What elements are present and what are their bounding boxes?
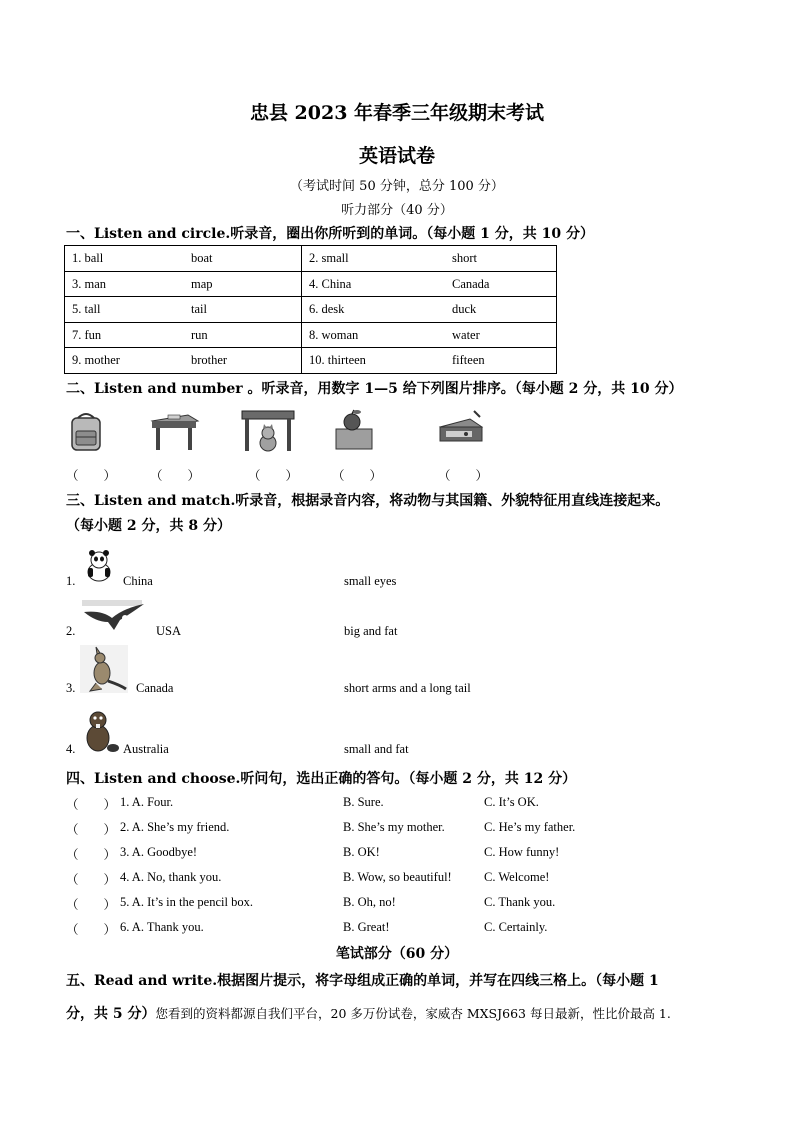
word-cell: [65, 271, 302, 297]
option-a[interactable]: 2. A. She’s my friend.: [120, 820, 230, 834]
word-option[interactable]: fifteen: [452, 353, 485, 367]
order-blank[interactable]: （ ）: [332, 468, 383, 483]
word-option[interactable]: 1. ball: [72, 251, 104, 265]
match-country: Australia: [123, 742, 169, 756]
word-table-row: [65, 322, 557, 348]
word-option[interactable]: 5. tall: [72, 302, 101, 316]
option-c[interactable]: C. Certainly.: [484, 920, 548, 934]
order-blank[interactable]: （ ）: [248, 468, 299, 483]
match-num: 4.: [66, 742, 76, 756]
word-cell: [302, 246, 557, 272]
word-table-row: [65, 246, 557, 272]
exam-title: 忠县 2023 年春季三年级期末考试: [249, 102, 545, 124]
pencil-box-icon: [436, 407, 486, 451]
answer-blank[interactable]: （ ）: [66, 923, 117, 937]
answer-blank[interactable]: （ ）: [66, 898, 117, 912]
word-option[interactable]: map: [191, 276, 213, 291]
word-option[interactable]: 8. woman: [309, 327, 359, 342]
section5-score: 分，共 5 分）: [66, 1006, 156, 1022]
section4-heading: 四、Listen and choose.听问句，选出正确的答句。（每小题 2 分，共 12 分）: [66, 771, 577, 787]
subject-title: 英语试卷: [358, 145, 435, 167]
word-cell: [302, 297, 557, 323]
kangaroo-icon: [80, 645, 128, 693]
word-option[interactable]: 6. desk: [309, 302, 345, 316]
word-option[interactable]: boat: [191, 251, 213, 265]
match-num: 3.: [66, 681, 76, 695]
word-option[interactable]: Canada: [452, 276, 490, 291]
word-cell: [302, 322, 557, 348]
match-feature: small and fat: [344, 742, 409, 756]
schoolbag-icon: [64, 409, 108, 453]
match-feature: short arms and a long tail: [344, 681, 471, 695]
order-blank[interactable]: （ ）: [66, 468, 117, 483]
match-country: USA: [156, 624, 182, 638]
option-c[interactable]: C. He’s my father.: [484, 820, 576, 834]
exam-info: （考试时间 50 分钟，总分 100 分）: [290, 179, 504, 194]
word-table: [64, 245, 557, 374]
panda-icon: [82, 548, 116, 582]
section5-note: 您看到的资料都源自我们平台，20 多万份试卷，家威杏 MXSJ663 每日最新，性比价最高 1.: [155, 1006, 671, 1021]
option-a[interactable]: 3. A. Goodbye!: [120, 845, 198, 859]
option-c[interactable]: C. Welcome!: [484, 870, 550, 884]
option-a[interactable]: 5. A. It’s in the pencil box.: [120, 895, 253, 909]
word-cell: [302, 271, 557, 297]
desk-icon: [148, 409, 200, 453]
word-option[interactable]: duck: [452, 302, 477, 316]
match-num: 1.: [66, 574, 76, 588]
word-cell: [302, 348, 557, 374]
apple-on-box-icon: [332, 409, 376, 451]
option-a[interactable]: 4. A. No, thank you.: [120, 870, 222, 884]
option-b[interactable]: B. She’s my mother.: [343, 820, 445, 834]
word-cell: [65, 297, 302, 323]
word-option[interactable]: brother: [191, 353, 228, 367]
match-num: 2.: [66, 624, 76, 638]
order-blank[interactable]: （ ）: [438, 468, 489, 483]
match-country: China: [123, 574, 153, 588]
option-b[interactable]: B. Sure.: [343, 795, 384, 809]
option-a[interactable]: 1. A. Four.: [120, 795, 174, 809]
answer-blank[interactable]: （ ）: [66, 873, 117, 887]
match-country: Canada: [136, 681, 174, 695]
word-option[interactable]: 4. China: [309, 276, 352, 291]
answer-blank[interactable]: （ ）: [66, 798, 117, 812]
option-a[interactable]: 6. A. Thank you.: [120, 920, 204, 934]
word-option[interactable]: short: [452, 251, 477, 265]
section3-heading: 三、Listen and match.听录音，根据录音内容，将动物与其国籍、外貌特征用直线连接起来。: [66, 493, 670, 509]
word-option[interactable]: 2. small: [309, 251, 349, 265]
section3-heading-line2: （每小题 2 分，共 8 分）: [66, 518, 231, 534]
word-table-row: [65, 271, 557, 297]
word-cell: [65, 348, 302, 374]
word-table-row: [65, 348, 557, 374]
option-b[interactable]: B. Oh, no!: [343, 895, 396, 909]
word-option[interactable]: 3. man: [72, 276, 107, 291]
listening-part-label: 听力部分（40 分）: [341, 203, 453, 218]
word-option[interactable]: run: [191, 327, 208, 342]
option-c[interactable]: C. It’s OK.: [484, 795, 539, 809]
word-option[interactable]: 10. thirteen: [309, 353, 366, 367]
beaver-icon: [80, 708, 120, 754]
word-option[interactable]: water: [452, 327, 480, 342]
answer-blank[interactable]: （ ）: [66, 823, 117, 837]
word-cell: [65, 246, 302, 272]
section2-heading: 二、Listen and number 。听录音，用数字 1—5 给下列图片排序。（每小题 2 分，共 10 分）: [66, 381, 683, 397]
match-feature: small eyes: [344, 574, 397, 588]
order-blank[interactable]: （ ）: [150, 468, 201, 483]
word-table-row: [65, 297, 557, 323]
answer-blank[interactable]: （ ）: [66, 848, 117, 862]
match-feature: big and fat: [344, 624, 398, 638]
word-option[interactable]: 9. mother: [72, 353, 120, 367]
section5-heading: 五、Read and write.根据图片提示，将字母组成正确的单词，并写在四线三格上。（每小题 1: [66, 973, 659, 989]
word-cell: [65, 322, 302, 348]
option-c[interactable]: C. Thank you.: [484, 895, 556, 909]
option-b[interactable]: B. Great!: [343, 920, 390, 934]
word-option[interactable]: 7. fun: [72, 327, 102, 342]
eagle-icon: [80, 600, 148, 634]
option-c[interactable]: C. How funny!: [484, 845, 560, 859]
section5-heading-line2: [66, 1003, 671, 1023]
section1-heading: 一、Listen and circle.听录音，圈出你所听到的单词。（每小题 1 分，共 10 分）: [66, 226, 594, 242]
option-b[interactable]: B. OK!: [343, 845, 380, 859]
cat-under-desk-icon: [240, 407, 296, 453]
word-option[interactable]: tail: [191, 302, 207, 316]
written-part-label: 笔试部分（60 分）: [335, 946, 459, 962]
option-b[interactable]: B. Wow, so beautiful!: [343, 870, 452, 884]
